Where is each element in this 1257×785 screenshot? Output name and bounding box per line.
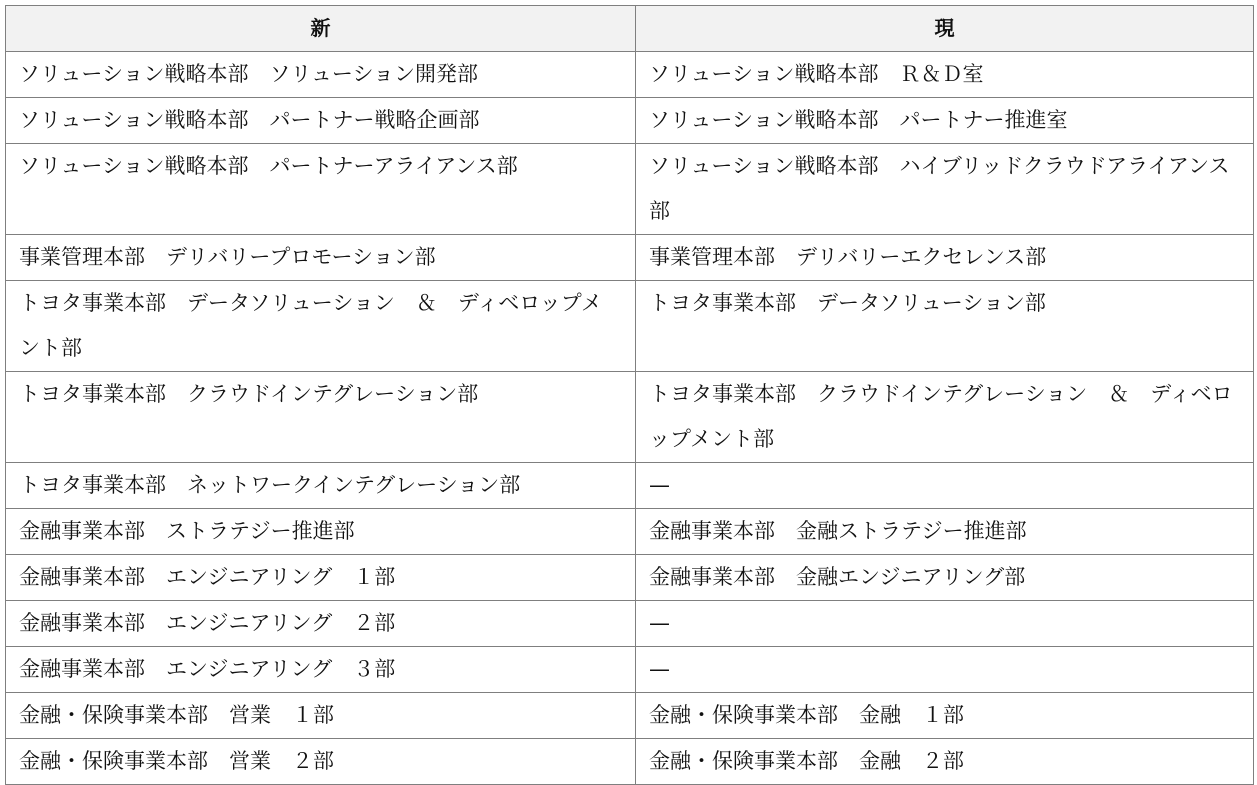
cell-new xyxy=(6,693,636,739)
new-department-name: 金融・保険事業本部 営業 １部 xyxy=(19,703,334,727)
table-row xyxy=(6,372,1254,463)
cell-current xyxy=(636,693,1254,739)
current-department-name: 金融・保険事業本部 金融 １部 xyxy=(649,703,964,727)
cell-new xyxy=(6,509,636,555)
new-department-name: ソリューション戦略本部 パートナー戦略企画部 xyxy=(19,108,480,132)
table-row xyxy=(6,144,1254,235)
header-new: 新 xyxy=(6,6,636,52)
cell-current xyxy=(636,98,1254,144)
table-row xyxy=(6,647,1254,693)
table-row xyxy=(6,693,1254,739)
new-department-name: 事業管理本部 デリバリープロモーション部 xyxy=(19,245,436,269)
cell-current xyxy=(636,235,1254,281)
cell-new xyxy=(6,463,636,509)
org-change-table xyxy=(5,5,1254,785)
header-row xyxy=(6,6,1254,52)
cell-new xyxy=(6,98,636,144)
table-row xyxy=(6,281,1254,372)
new-department-name: トヨタ事業本部 クラウドインテグレーション部 xyxy=(19,382,479,406)
cell-current xyxy=(636,144,1254,235)
new-department-name: トヨタ事業本部 ネットワークインテグレーション部 xyxy=(19,473,521,497)
cell-new xyxy=(6,235,636,281)
cell-new xyxy=(6,52,636,98)
cell-current xyxy=(636,647,1254,693)
table-row xyxy=(6,235,1254,281)
table-header xyxy=(6,6,1254,52)
current-department-name: — xyxy=(649,611,670,635)
cell-new xyxy=(6,555,636,601)
cell-new xyxy=(6,601,636,647)
cell-new xyxy=(6,372,636,463)
cell-current xyxy=(636,509,1254,555)
current-department-name: ソリューション戦略本部 パートナー推進室 xyxy=(649,108,1068,132)
current-department-name: 金融・保険事業本部 金融 ２部 xyxy=(649,749,964,773)
current-department-name: 金融事業本部 金融ストラテジー推進部 xyxy=(649,519,1027,543)
new-department-name: 金融事業本部 エンジニアリング ３部 xyxy=(19,657,396,681)
current-department-name: — xyxy=(649,473,670,497)
cell-new xyxy=(6,739,636,785)
table-row xyxy=(6,463,1254,509)
cell-new xyxy=(6,281,636,372)
current-department-name: 金融事業本部 金融エンジニアリング部 xyxy=(649,565,1026,589)
table-row xyxy=(6,98,1254,144)
current-department-name: ソリューション戦略本部 ハイブリッドクラウドアライアンス部 xyxy=(649,154,1230,223)
new-department-name: 金融事業本部 エンジニアリング ２部 xyxy=(19,611,396,635)
new-department-name: トヨタ事業本部 データソリューション ＆ ディベロップメント部 xyxy=(19,291,602,360)
new-department-name: 金融事業本部 エンジニアリング １部 xyxy=(19,565,396,589)
current-department-name: ソリューション戦略本部 Ｒ＆Ｄ室 xyxy=(649,62,984,86)
cell-current xyxy=(636,463,1254,509)
cell-new xyxy=(6,647,636,693)
table-row xyxy=(6,509,1254,555)
current-department-name: トヨタ事業本部 クラウドインテグレーション ＆ ディベロップメント部 xyxy=(649,382,1233,451)
cell-current xyxy=(636,601,1254,647)
new-department-name: ソリューション戦略本部 ソリューション開発部 xyxy=(19,62,479,86)
table-row xyxy=(6,52,1254,98)
table-row xyxy=(6,555,1254,601)
cell-current xyxy=(636,372,1254,463)
header-current: 現 xyxy=(636,6,1254,52)
current-department-name: 事業管理本部 デリバリーエクセレンス部 xyxy=(649,245,1047,269)
table-row xyxy=(6,739,1254,785)
table-body xyxy=(6,52,1254,785)
new-department-name: 金融・保険事業本部 営業 ２部 xyxy=(19,749,334,773)
table-row xyxy=(6,601,1254,647)
cell-current xyxy=(636,281,1254,372)
cell-current xyxy=(636,555,1254,601)
new-department-name: 金融事業本部 ストラテジー推進部 xyxy=(19,519,355,543)
current-department-name: トヨタ事業本部 データソリューション部 xyxy=(649,291,1046,315)
cell-current xyxy=(636,739,1254,785)
cell-new xyxy=(6,144,636,235)
current-department-name: — xyxy=(649,657,670,681)
new-department-name: ソリューション戦略本部 パートナーアライアンス部 xyxy=(19,154,518,178)
cell-current xyxy=(636,52,1254,98)
